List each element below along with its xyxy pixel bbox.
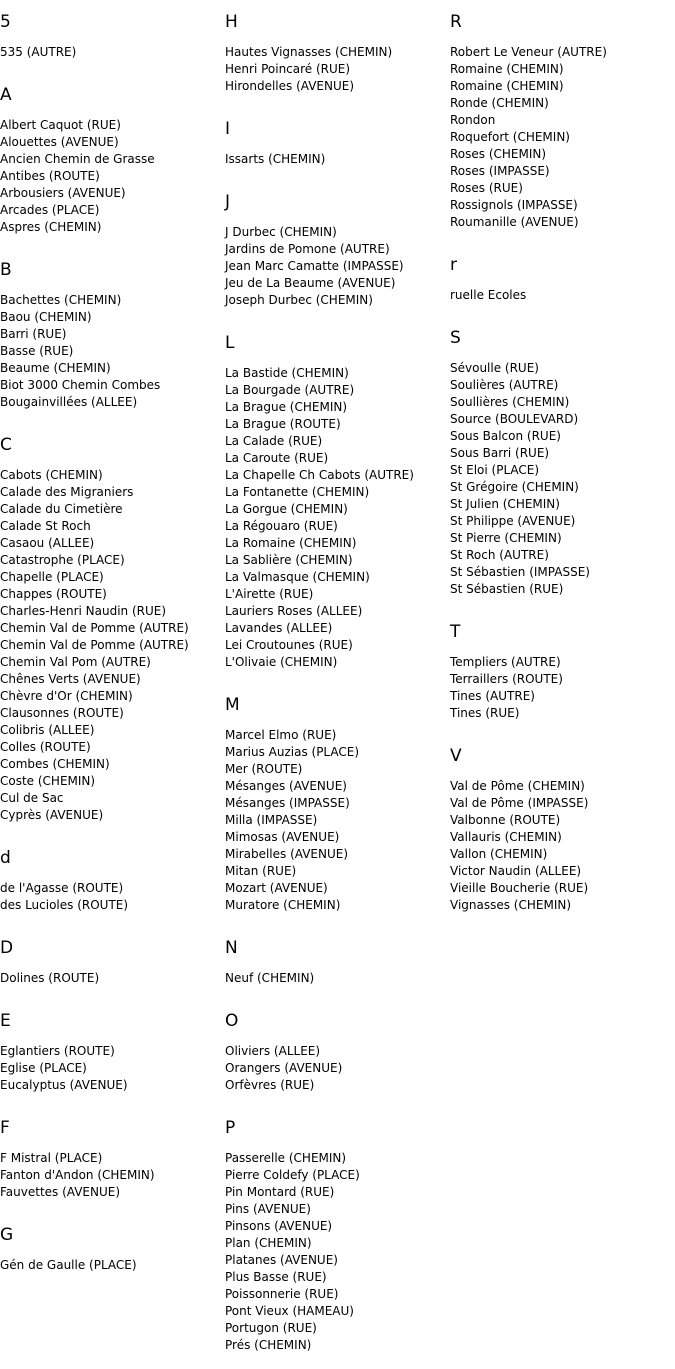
street-list	[0, 467, 222, 824]
street-list	[0, 1150, 222, 1201]
street-list	[225, 1150, 447, 1354]
street-entry[interactable]: Vallauris (CHEMIN)	[450, 830, 562, 844]
street-entry[interactable]: La Régouaro (RUE)	[225, 519, 338, 533]
street-list	[450, 778, 672, 914]
street-entry[interactable]: St Sébastien (IMPASSE)	[450, 565, 590, 579]
street-entry[interactable]: St Grégoire (CHEMIN)	[450, 480, 579, 494]
section-spacer	[225, 309, 447, 331]
letter-heading: I	[225, 119, 231, 139]
street-entry[interactable]: Prés (CHEMIN)	[225, 1338, 312, 1352]
street-entry[interactable]: Romaine (CHEMIN)	[450, 62, 564, 76]
street-entry[interactable]: Eucalyptus (AVENUE)	[0, 1078, 128, 1092]
street-list	[450, 44, 672, 231]
street-entry[interactable]: Passerelle (CHEMIN)	[225, 1151, 347, 1165]
street-entry[interactable]: Cabots (CHEMIN)	[0, 468, 103, 482]
street-entry[interactable]: Bougainvillées (ALLEE)	[0, 395, 138, 409]
street-entry[interactable]: Chapelle (PLACE)	[0, 570, 104, 584]
street-entry[interactable]: Gén de Gaulle (PLACE)	[0, 1258, 137, 1272]
street-entry[interactable]: St Philippe (AVENUE)	[450, 514, 576, 528]
street-entry[interactable]: Jeu de La Beaume (AVENUE)	[225, 276, 396, 290]
street-list	[0, 44, 222, 61]
street-entry[interactable]: La Bastide (CHEMIN)	[225, 366, 349, 380]
letter-section-d	[0, 846, 222, 914]
letter-heading: C	[0, 435, 12, 455]
street-entry[interactable]: Templiers (AUTRE)	[450, 655, 561, 669]
section-spacer	[0, 1094, 222, 1116]
street-entry[interactable]: La Brague (CHEMIN)	[225, 400, 348, 414]
letter-section-f	[0, 1116, 222, 1201]
letter-section-c	[0, 433, 222, 824]
letter-section-b	[0, 258, 222, 411]
section-spacer	[0, 914, 222, 936]
street-entry[interactable]: Soullières (CHEMIN)	[450, 395, 570, 409]
letter-heading: V	[450, 746, 462, 766]
street-entry[interactable]: Mozart (AVENUE)	[225, 881, 328, 895]
street-entry[interactable]: Fanton d'Andon (CHEMIN)	[0, 1168, 155, 1182]
street-entry[interactable]: Hirondelles (AVENUE)	[225, 79, 355, 93]
letter-section-j	[225, 190, 447, 309]
street-entry[interactable]: Basse (RUE)	[0, 344, 74, 358]
street-entry[interactable]: St Sébastien (RUE)	[450, 582, 564, 596]
letter-section-v	[450, 744, 672, 914]
street-entry[interactable]: Ronde (CHEMIN)	[450, 96, 549, 110]
street-entry[interactable]: Henri Poincaré (RUE)	[225, 62, 351, 76]
street-entry[interactable]: La Chapelle Ch Cabots (AUTRE)	[225, 468, 414, 482]
street-entry[interactable]: Marcel Elmo (RUE)	[225, 728, 337, 742]
street-entry[interactable]: La Gorgue (CHEMIN)	[225, 502, 348, 516]
street-list	[225, 1043, 447, 1094]
letter-section-t	[450, 620, 672, 722]
street-entry[interactable]: St Eloi (PLACE)	[450, 463, 540, 477]
letter-section-d	[0, 936, 222, 987]
section-spacer	[450, 304, 672, 326]
street-entry[interactable]: Antibes (ROUTE)	[0, 169, 100, 183]
street-list	[450, 287, 672, 304]
street-entry[interactable]: Mer (ROUTE)	[225, 762, 303, 776]
street-entry[interactable]: Bachettes (CHEMIN)	[0, 293, 122, 307]
letter-section-r	[450, 253, 672, 304]
street-entry[interactable]: Chappes (ROUTE)	[0, 587, 107, 601]
street-entry[interactable]: Combes (CHEMIN)	[0, 757, 110, 771]
street-entry[interactable]: Alouettes (AVENUE)	[0, 135, 119, 149]
street-entry[interactable]: Biot 3000 Chemin Combes	[0, 378, 161, 392]
street-entry[interactable]: Lei Croutounes (RUE)	[225, 638, 353, 652]
street-entry[interactable]: Chemin Val de Pomme (AUTRE)	[0, 621, 189, 635]
street-entry[interactable]: Chênes Verts (AVENUE)	[0, 672, 141, 686]
street-entry[interactable]: Poissonnerie (RUE)	[225, 1287, 339, 1301]
section-spacer	[225, 987, 447, 1009]
street-list	[450, 360, 672, 598]
letter-section-e	[0, 1009, 222, 1094]
street-entry[interactable]: La Romaine (CHEMIN)	[225, 536, 357, 550]
street-entry[interactable]: Romaine (CHEMIN)	[450, 79, 564, 93]
letter-heading: S	[450, 328, 461, 348]
street-list	[0, 1043, 222, 1094]
letter-section-o	[225, 1009, 447, 1094]
street-entry[interactable]: Mirabelles (AVENUE)	[225, 847, 349, 861]
street-entry[interactable]: La Valmasque (CHEMIN)	[225, 570, 370, 584]
section-spacer	[0, 411, 222, 433]
section-spacer	[225, 914, 447, 936]
street-entry[interactable]: Catastrophe (PLACE)	[0, 553, 125, 567]
street-entry[interactable]: Roses (RUE)	[450, 181, 523, 195]
letter-section-h	[225, 10, 447, 95]
street-entry[interactable]: Jardins de Pomone (AUTRE)	[225, 242, 390, 256]
street-list	[0, 117, 222, 236]
section-spacer	[450, 231, 672, 253]
street-entry[interactable]: Soulières (AUTRE)	[450, 378, 559, 392]
street-entry[interactable]: L'Olivaie (CHEMIN)	[225, 655, 338, 669]
street-entry[interactable]: La Brague (ROUTE)	[225, 417, 341, 431]
section-spacer	[0, 1201, 222, 1223]
section-spacer	[225, 168, 447, 190]
street-entry[interactable]: Val de Pôme (IMPASSE)	[450, 796, 589, 810]
street-entry[interactable]: Arcades (PLACE)	[0, 203, 100, 217]
street-entry[interactable]: L'Airette (RUE)	[225, 587, 314, 601]
street-list	[225, 224, 447, 309]
letter-section-s	[450, 326, 672, 598]
street-entry[interactable]: Coste (CHEMIN)	[0, 774, 96, 788]
street-list	[0, 970, 222, 987]
street-entry[interactable]: Mitan (RUE)	[225, 864, 297, 878]
street-entry[interactable]: Sous Balcon (RUE)	[450, 429, 561, 443]
street-entry[interactable]: Roumanille (AVENUE)	[450, 215, 579, 229]
street-entry[interactable]: La Calade (RUE)	[225, 434, 323, 448]
street-entry[interactable]: Eglise (PLACE)	[0, 1061, 87, 1075]
street-entry[interactable]: Valbonne (ROUTE)	[450, 813, 561, 827]
street-entry[interactable]: St Roch (AUTRE)	[450, 548, 549, 562]
street-entry[interactable]: Platanes (AVENUE)	[225, 1253, 338, 1267]
street-entry[interactable]: La Sablière (CHEMIN)	[225, 553, 353, 567]
letter-heading: G	[0, 1225, 14, 1245]
street-entry[interactable]: Pont Vieux (HAMEAU)	[225, 1304, 354, 1318]
street-entry[interactable]: Plan (CHEMIN)	[225, 1236, 312, 1250]
section-spacer	[0, 61, 222, 83]
street-entry[interactable]: Source (BOULEVARD)	[450, 412, 579, 426]
street-entry[interactable]: Calade des Migraniers	[0, 485, 134, 499]
street-entry[interactable]: Vallon (CHEMIN)	[450, 847, 548, 861]
street-entry[interactable]: Val de Pôme (CHEMIN)	[450, 779, 585, 793]
street-entry[interactable]: de l'Agasse (ROUTE)	[0, 881, 124, 895]
street-entry[interactable]: Robert Le Veneur (AUTRE)	[450, 45, 607, 59]
letter-heading: H	[225, 12, 238, 32]
street-list	[0, 292, 222, 411]
letter-heading: B	[0, 260, 12, 280]
letter-heading: D	[0, 938, 14, 958]
street-entry[interactable]: Pinsons (AVENUE)	[225, 1219, 333, 1233]
street-entry[interactable]: Muratore (CHEMIN)	[225, 898, 341, 912]
street-index-column-2	[225, 10, 447, 1354]
street-entry[interactable]: Plus Basse (RUE)	[225, 1270, 327, 1284]
letter-section-p	[225, 1116, 447, 1354]
street-entry[interactable]: Orangers (AVENUE)	[225, 1061, 343, 1075]
street-entry[interactable]: Cyprès (AVENUE)	[0, 808, 104, 822]
street-entry[interactable]: Rossignols (IMPASSE)	[450, 198, 578, 212]
street-entry[interactable]: Cul de Sac	[0, 791, 64, 805]
street-entry[interactable]: Arbousiers (AVENUE)	[0, 186, 126, 200]
street-entry[interactable]: Sous Barri (RUE)	[450, 446, 550, 460]
street-entry[interactable]: Aspres (CHEMIN)	[0, 220, 102, 234]
street-entry[interactable]: Barri (RUE)	[0, 327, 67, 341]
section-spacer	[225, 95, 447, 117]
street-entry[interactable]: Sévoulle (RUE)	[450, 361, 539, 375]
street-entry[interactable]: Neuf (CHEMIN)	[225, 971, 315, 985]
street-entry[interactable]: Casaou (ALLEE)	[0, 536, 95, 550]
street-entry[interactable]: Pierre Coldefy (PLACE)	[225, 1168, 360, 1182]
street-entry[interactable]: Chèvre d'Or (CHEMIN)	[0, 689, 133, 703]
letter-section-m	[225, 693, 447, 914]
street-entry[interactable]: Albert Caquot (RUE)	[0, 118, 121, 132]
street-entry[interactable]: Chemin Val de Pomme (AUTRE)	[0, 638, 189, 652]
letter-heading: P	[225, 1118, 236, 1138]
street-entry[interactable]: Dolines (ROUTE)	[0, 971, 100, 985]
street-list	[225, 365, 447, 671]
letter-heading: R	[450, 12, 462, 32]
street-entry[interactable]: Terraillers (ROUTE)	[450, 672, 563, 686]
section-spacer	[0, 824, 222, 846]
street-entry[interactable]: Tines (AUTRE)	[450, 689, 535, 703]
street-entry[interactable]: Chemin Val Pom (AUTRE)	[0, 655, 151, 669]
street-entry[interactable]: Hautes Vignasses (CHEMIN)	[225, 45, 393, 59]
section-spacer	[450, 598, 672, 620]
street-list	[225, 727, 447, 914]
street-entry[interactable]: Joseph Durbec (CHEMIN)	[225, 293, 373, 307]
street-entry[interactable]: Calade St Roch	[0, 519, 91, 533]
street-entry[interactable]: Roquefort (CHEMIN)	[450, 130, 570, 144]
street-entry[interactable]: J Durbec (CHEMIN)	[225, 225, 337, 239]
letter-section-n	[225, 936, 447, 987]
street-list	[225, 44, 447, 95]
street-entry[interactable]: Lavandes (ALLEE)	[225, 621, 333, 635]
street-entry[interactable]: Colles (ROUTE)	[0, 740, 91, 754]
letter-heading: d	[0, 848, 11, 868]
street-entry[interactable]: Mésanges (IMPASSE)	[225, 796, 350, 810]
street-entry[interactable]: ruelle Ecoles	[450, 288, 527, 302]
street-entry[interactable]: Colibris (ALLEE)	[0, 723, 95, 737]
street-list	[225, 970, 447, 987]
letter-heading: r	[450, 255, 457, 275]
street-entry[interactable]: Eglantiers (ROUTE)	[0, 1044, 115, 1058]
street-entry[interactable]: St Pierre (CHEMIN)	[450, 531, 562, 545]
street-entry[interactable]: Fauvettes (AVENUE)	[0, 1185, 121, 1199]
letter-heading: J	[225, 192, 231, 212]
street-entry[interactable]: Portugon (RUE)	[225, 1321, 317, 1335]
street-entry[interactable]: Vignasses (CHEMIN)	[450, 898, 572, 912]
street-entry[interactable]: Milla (IMPASSE)	[225, 813, 318, 827]
street-entry[interactable]: Beaume (CHEMIN)	[0, 361, 111, 375]
street-entry[interactable]: La Fontanette (CHEMIN)	[225, 485, 370, 499]
letter-heading: T	[450, 622, 461, 642]
letter-heading: M	[225, 695, 240, 715]
street-entry[interactable]: Calade du Cimetière	[0, 502, 123, 516]
street-entry[interactable]: La Bourgade (AUTRE)	[225, 383, 355, 397]
street-entry[interactable]: Pin Montard (RUE)	[225, 1185, 335, 1199]
street-entry[interactable]: Mimosas (AVENUE)	[225, 830, 340, 844]
letter-heading: E	[0, 1011, 11, 1031]
letter-section-g	[0, 1223, 222, 1274]
letter-section-r	[450, 10, 672, 231]
street-entry[interactable]: Roses (IMPASSE)	[450, 164, 550, 178]
street-entry[interactable]: Orfèvres (RUE)	[225, 1078, 315, 1092]
street-entry[interactable]: Mésanges (AVENUE)	[225, 779, 347, 793]
letter-section-5	[0, 10, 222, 61]
street-list	[225, 151, 447, 168]
street-entry[interactable]: La Caroute (RUE)	[225, 451, 329, 465]
street-index-column-1	[0, 10, 222, 1274]
section-spacer	[225, 671, 447, 693]
letter-heading: O	[225, 1011, 239, 1031]
street-entry[interactable]: Marius Auzias (PLACE)	[225, 745, 360, 759]
street-entry[interactable]: Pins (AVENUE)	[225, 1202, 311, 1216]
street-entry[interactable]: Vieille Boucherie (RUE)	[450, 881, 589, 895]
street-list	[0, 880, 222, 914]
street-entry[interactable]: Roses (CHEMIN)	[450, 147, 547, 161]
letter-heading: 5	[0, 12, 11, 32]
letter-heading: L	[225, 333, 235, 353]
street-entry[interactable]: Charles-Henri Naudin (RUE)	[0, 604, 167, 618]
street-entry[interactable]: Clausonnes (ROUTE)	[0, 706, 124, 720]
letter-heading: N	[225, 938, 238, 958]
street-entry[interactable]: Issarts (CHEMIN)	[225, 152, 326, 166]
street-entry[interactable]: F Mistral (PLACE)	[0, 1151, 103, 1165]
section-spacer	[0, 987, 222, 1009]
street-entry[interactable]: Baou (CHEMIN)	[0, 310, 92, 324]
street-entry[interactable]: Victor Naudin (ALLEE)	[450, 864, 582, 878]
street-entry[interactable]: Lauriers Roses (ALLEE)	[225, 604, 363, 618]
street-entry[interactable]: Tines (RUE)	[450, 706, 520, 720]
letter-heading: F	[0, 1118, 10, 1138]
street-list	[450, 654, 672, 722]
section-spacer	[225, 1094, 447, 1116]
letter-section-a	[0, 83, 222, 236]
street-entry[interactable]: des Lucioles (ROUTE)	[0, 898, 129, 912]
section-spacer	[450, 722, 672, 744]
street-entry[interactable]: St Julien (CHEMIN)	[450, 497, 560, 511]
letter-heading: A	[0, 85, 12, 105]
street-entry[interactable]: Oliviers (ALLEE)	[225, 1044, 321, 1058]
street-entry[interactable]: Jean Marc Camatte (IMPASSE)	[225, 259, 404, 273]
letter-section-i	[225, 117, 447, 168]
street-list	[0, 1257, 222, 1274]
section-spacer	[0, 236, 222, 258]
street-entry[interactable]: 535 (AUTRE)	[0, 45, 77, 59]
street-index-column-3	[450, 10, 672, 914]
street-entry[interactable]: Rondon	[450, 113, 496, 127]
street-entry[interactable]: Ancien Chemin de Grasse	[0, 152, 155, 166]
letter-section-l	[225, 331, 447, 671]
